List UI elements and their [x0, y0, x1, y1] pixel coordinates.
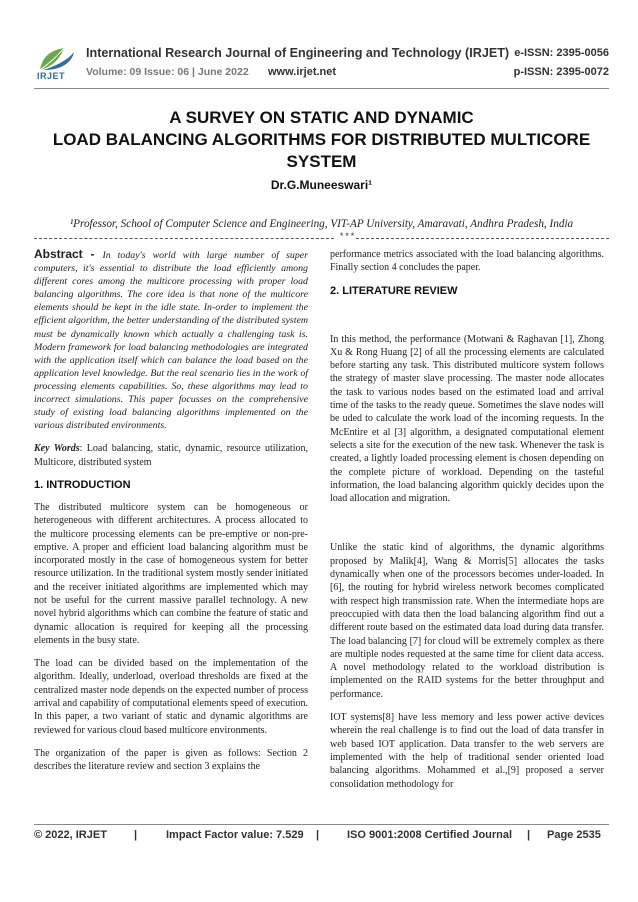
footer-rule [34, 824, 609, 825]
footer-page-number: Page 2535 [547, 829, 601, 841]
spacer [330, 515, 604, 541]
volume-issue-text: Volume: 09 Issue: 06 | June 2022 [86, 66, 249, 78]
footer-separator: | [527, 829, 531, 841]
author-name: Dr.G.Muneeswari¹ [270, 178, 373, 192]
irjet-logo [34, 44, 80, 86]
logo-text: IRJET [37, 71, 66, 81]
intro-heading: 1. INTRODUCTION [34, 478, 131, 491]
literature-heading: 2. LITERATURE REVIEW [330, 284, 458, 297]
spacer [330, 307, 604, 333]
right-paragraph-0: performance metrics associated with the load balancing algorithms. Finally section 4 concludes the paper. [330, 249, 604, 274]
header-rule [34, 88, 609, 89]
intro-paragraph-1: The distributed multicore system can be homogeneous or heterogeneous with different architectures. A process allocated to the multicore processing elements can be pre-emptive or non-pre-emptive. A proper and efficient load balancing algorithm must be incorporated mostly in the case of homogeneous system for better resource utilization. In the traditional system mostly sender initiated and the receiver initiated algorithms are implemented which may not be useful for the current massive parallel technology. A new novel hybrid algorithms which can combine the feature of static and dynamic allocation is required for keeping all the processing elements in the busy state. [34, 501, 308, 646]
divider-stars: *** [339, 232, 356, 242]
footer-copyright: © 2022, IRJET [34, 829, 107, 841]
divider-dash-right [356, 238, 609, 239]
abstract-label: Abstract - [34, 247, 103, 261]
literature-paragraph-3: IOT systems[8] have less memory and less power active devices wherein the real challenge is to find out the load of data transfer in web based IOT application. Data transfer to the web servers are implemented with the help of traditional sender oriented load balancing algorithms. Mohammed et al.,[9] proposed a server consolidation methodology for [330, 712, 604, 790]
e-issn: e-ISSN: 2395-0056 [514, 47, 609, 59]
journal-header [34, 44, 609, 86]
leaf-icon [34, 44, 80, 72]
journal-name: International Research Journal of Engineering and Technology (IRJET) [86, 46, 510, 60]
footer-impact-factor: Impact Factor value: 7.529 [166, 829, 304, 841]
footer-iso: ISO 9001:2008 Certified Journal [347, 829, 513, 841]
paper-title [34, 107, 609, 173]
keywords [34, 442, 308, 469]
title-line-3: SYSTEM [286, 152, 357, 171]
section-divider [34, 234, 609, 242]
abstract-text: In today's world with large number of super computers, it's essential to distribute the load efficiently among different cores among the multicore processing with proper load balancing algorithms. The core idea is that none of the multicore elements should be kept in the idle state. In-order to implement the efficient algorithm, the better understanding of the distributed system must be dynamically known which actually a challenging task is. Modern framework for load balancing methodologies are integrated with the application itself which can balance the load based on the application level knowledge. But the real scenario lies in the work of processing elements capabilities. So, these algorithms may lead to incorrect simulations. This paper focusses on the comprehensive study of existing load balancing algorithms implemented on the various distributed environments. [34, 250, 308, 432]
keywords-text: : Load balancing, static, dynamic, resource utilization, Multicore, distributed system [34, 443, 308, 468]
right-column [330, 248, 604, 801]
title-line-2: LOAD BALANCING ALGORITHMS FOR DISTRIBUTED MULTICORE [52, 130, 591, 149]
intro-paragraph-2: The load can be divided based on the implementation of the algorithm. Ideally, underload, overload thresholds are fixed at the centralized master node depends on the expected number of process arrival and capability of computational elements speed of execution. In this paper, a two variant of static and dynamic algorithms are reviewed for various cloud based multicore environments. [34, 658, 308, 736]
author-affiliation: ¹Professor, School of Computer Science and Engineering, VIT-AP University, Amaravati, Andhra Pradesh, India [69, 218, 574, 230]
website-link[interactable]: www.irjet.net [268, 66, 337, 78]
intro-paragraph-3: The organization of the paper is given as follows: Section 2 describes the literature review and section 3 explains the [34, 747, 308, 773]
footer-separator: | [316, 829, 320, 841]
p-issn: p-ISSN: 2395-0072 [513, 66, 609, 78]
divider-dash-left [34, 238, 334, 239]
abstract [34, 248, 308, 432]
volume-issue [86, 66, 249, 78]
footer-separator: | [134, 829, 138, 841]
literature-paragraph-2: Unlike the static kind of algorithms, the dynamic algorithms proposed by Malik[4], Wang & Morris[5] allocates the tasks dynamically when one of the processors becomes under-loaded. In [6], the routing for hybrid wireless network becomes complicated with respect high transmission rate. When the intermediate hops are preoccupied with data then the load balancing algorithm find out a different route based on the estimated data load during data transfer. The load balancing [7] for cloud will be extremely complex as there are multiple nodes requested at the same time for client data access. A novel methodology related to the workload distribution is implemented on the RAID systems for the better throughput and performance. [330, 542, 604, 700]
literature-paragraph-1: In this method, the performance (Motwani & Raghavan [1], Zhong Xu & Rong Huang [2] of all the processing elements are calculated before starting any task. This distributed multicore system follows the strategy of master slave processing. The master node allocates the task to various nodes based on the estimated load and arrival time of the tasks to the ready queue. Sometimes the slave nodes will be uded to calculate the work load of the incoming requests. In the McEntire et al [3] algorithm, a designated computational element selects a site for the execution of the new task. Whenever the task is created, a lightly loaded processing element is chosen depending on the complete picture of workload. Depending on the tasteful information, the load balancing algorithm quickly decides upon the load allocation and migration. [330, 333, 604, 505]
title-line-1: A SURVEY ON STATIC AND DYNAMIC [169, 108, 474, 127]
keywords-label: Key Words [34, 443, 80, 455]
left-column [34, 248, 308, 784]
